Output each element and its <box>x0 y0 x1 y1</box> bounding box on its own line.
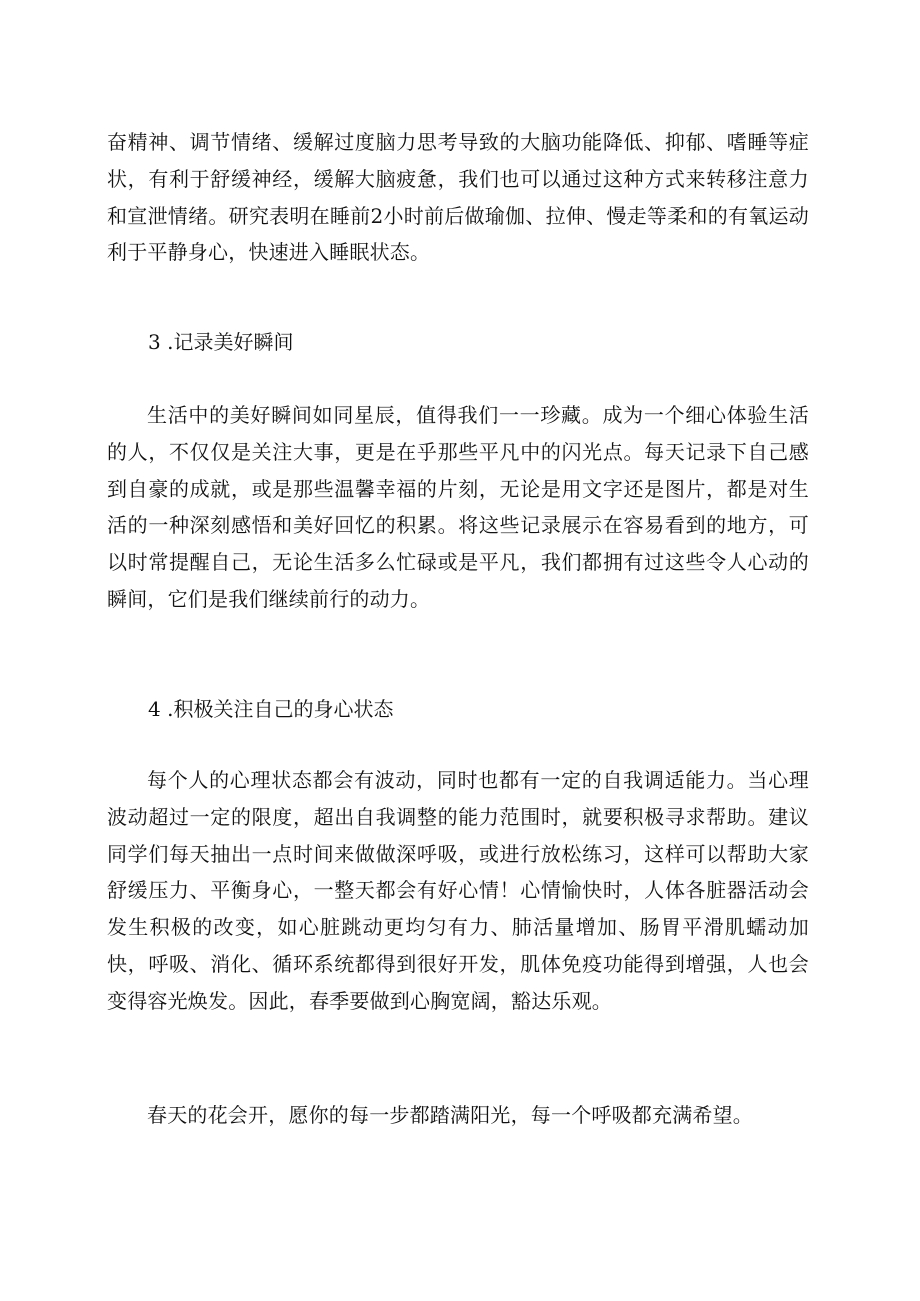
section-heading-mental-state: 4 .积极关注自己的身心状态 <box>148 697 394 721</box>
paragraph-closing-wish: 春天的花会开，愿你的每一步都踏满阳光，每一个呼吸都充满希望。 <box>147 1103 753 1127</box>
paragraph-exercise-benefits: 奋精神、调节情绪、缓解过度脑力思考导致的大脑功能降低、抑郁、嗜睡等症状，有利于舒缓神经，缓解大脑疲惫，我们也可以通过这种方式来转移注意力和宣泄情绪。研究表明在睡前2小时前后做瑜伽、拉伸、慢走等柔和的有氧运动利于平静身心，快速进入睡眠状态。 <box>107 130 809 265</box>
paragraph-record-moments: 生活中的美好瞬间如同星辰，值得我们一一珍藏。成为一个细心体验生活的人，不仅仅是关注大事，更是在乎那些平凡中的闪光点。每天记录下自己感到自豪的成就，或是那些温馨幸福的片刻，无论是用文字还是图片，都是对生活的一种深刻感悟和美好回忆的积累。将这些记录展示在容易看到的地方，可以时常提醒自己，无论生活多么忙碌或是平凡，我们都拥有过这些令人心动的瞬间，它们是我们继续前行的动力。 <box>107 403 809 611</box>
section-heading-record-moments: 3 .记录美好瞬间 <box>148 330 294 354</box>
paragraph-mental-state: 每个人的心理状态都会有波动，同时也都有一定的自我调适能力。当心理波动超过一定的限度，超出自我调整的能力范围时，就要积极寻求帮助。建议同学们每天抽出一点时间来做做深呼吸，或进行放松练习，这样可以帮助大家舒缓压力、平衡身心，一整天都会有好心情！心情愉快时，人体各脏器活动会发生积极的改变，如心脏跳动更均匀有力、肺活量增加、肠胃平滑肌蠕动加快，呼吸、消化、循环系统都得到很好开发，肌体免疫功能得到增强，人也会变得容光焕发。因此，春季要做到心胸宽阔，豁达乐观。 <box>107 768 809 1013</box>
